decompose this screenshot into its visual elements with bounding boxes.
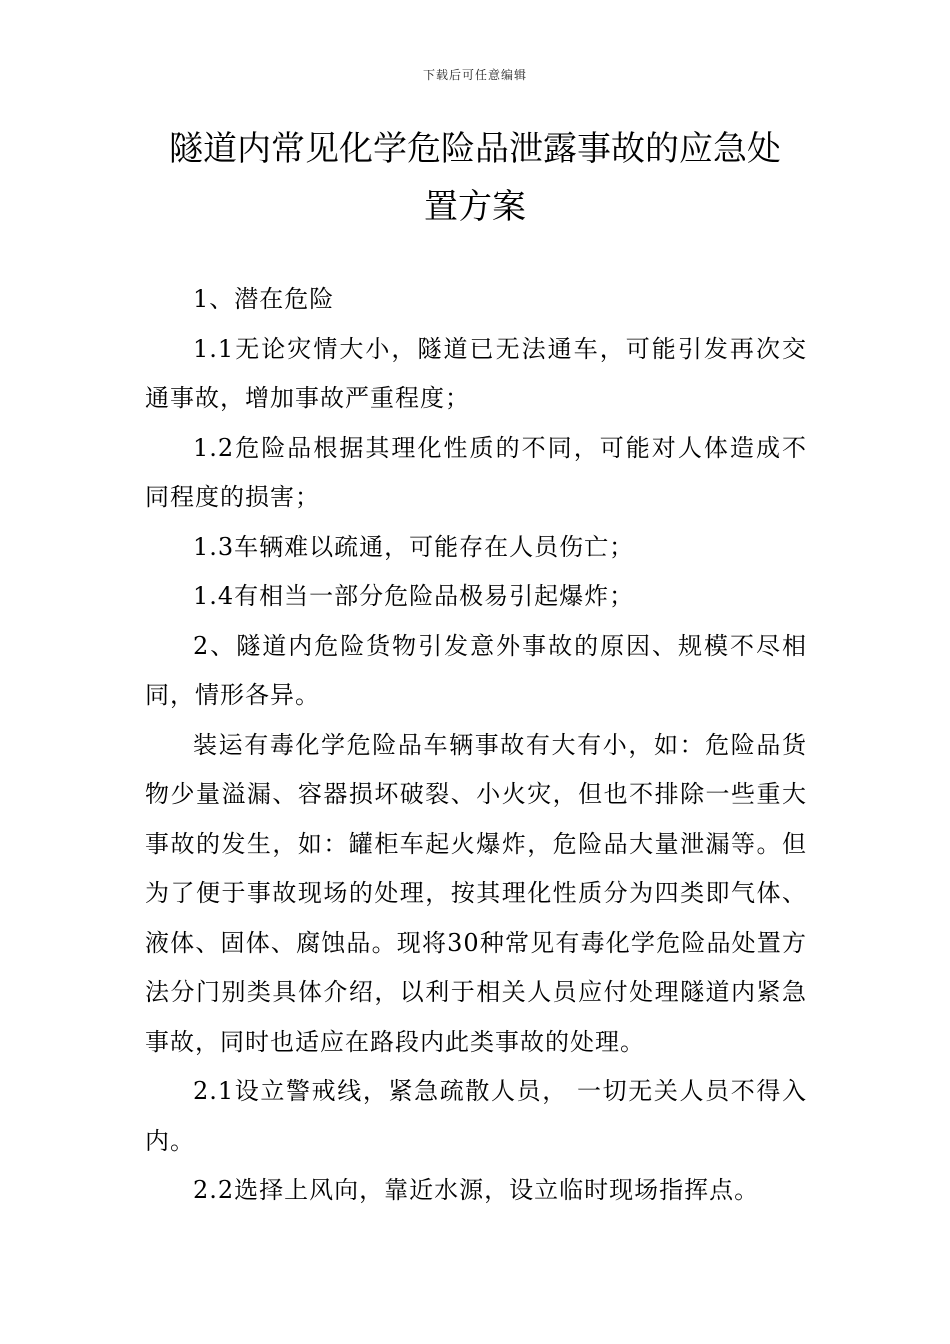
paragraph-2-2: 2.2选择上风向，靠近水源，设立临时现场指挥点。: [193, 1176, 760, 1204]
document-title: [140, 120, 810, 236]
section-heading-1: 1、潜在危险: [193, 285, 335, 313]
title-line-1: 隧道内常见化学危险品泄露事故的应急处: [169, 129, 781, 169]
header-note: 下载后可任意编辑: [422, 68, 527, 82]
document-body: [145, 275, 807, 1216]
paragraph-2-body: 装运有毒化学危险品车辆事故有大有小，如：危险品货物少量溢漏、容器损坏破裂、小火灾，但也不排除一些重大事故的发生，如：罐柜车起火爆炸，危险品大量泄漏等。但为了便于事故现场的处理，按其理化性质分为四类即气体、液体、固体、腐蚀品。现将30种常见有毒化学危险品处置方法分门别类具体介绍，以利于相关人员应付处理隧道内紧急事故，同时也适应在路段内此类事故的处理。: [145, 730, 807, 1056]
paragraph-1-3: 1.3车辆难以疏通，可能存在人员伤亡；: [193, 532, 635, 561]
title-line-2: 置方案: [424, 187, 526, 227]
paragraph-1-2: 1.2危险品根据其理化性质的不同，可能对人体造成不同程度的损害；: [145, 433, 807, 511]
paragraph-2-1: 2.1设立警戒线，紧急疏散人员， 一切无关人员不得入内。: [145, 1077, 807, 1155]
section-heading-2: 2、隧道内危险货物引发意外事故的原因、规模不尽相同，情形各异。: [145, 631, 807, 709]
paragraph-1-4: 1.4有相当一部分危险品极易引起爆炸；: [193, 582, 635, 610]
paragraph-1-1: 1.1无论灾情大小，隧道已无法通车，可能引发再次交通事故，增加事故严重程度；: [145, 334, 807, 412]
